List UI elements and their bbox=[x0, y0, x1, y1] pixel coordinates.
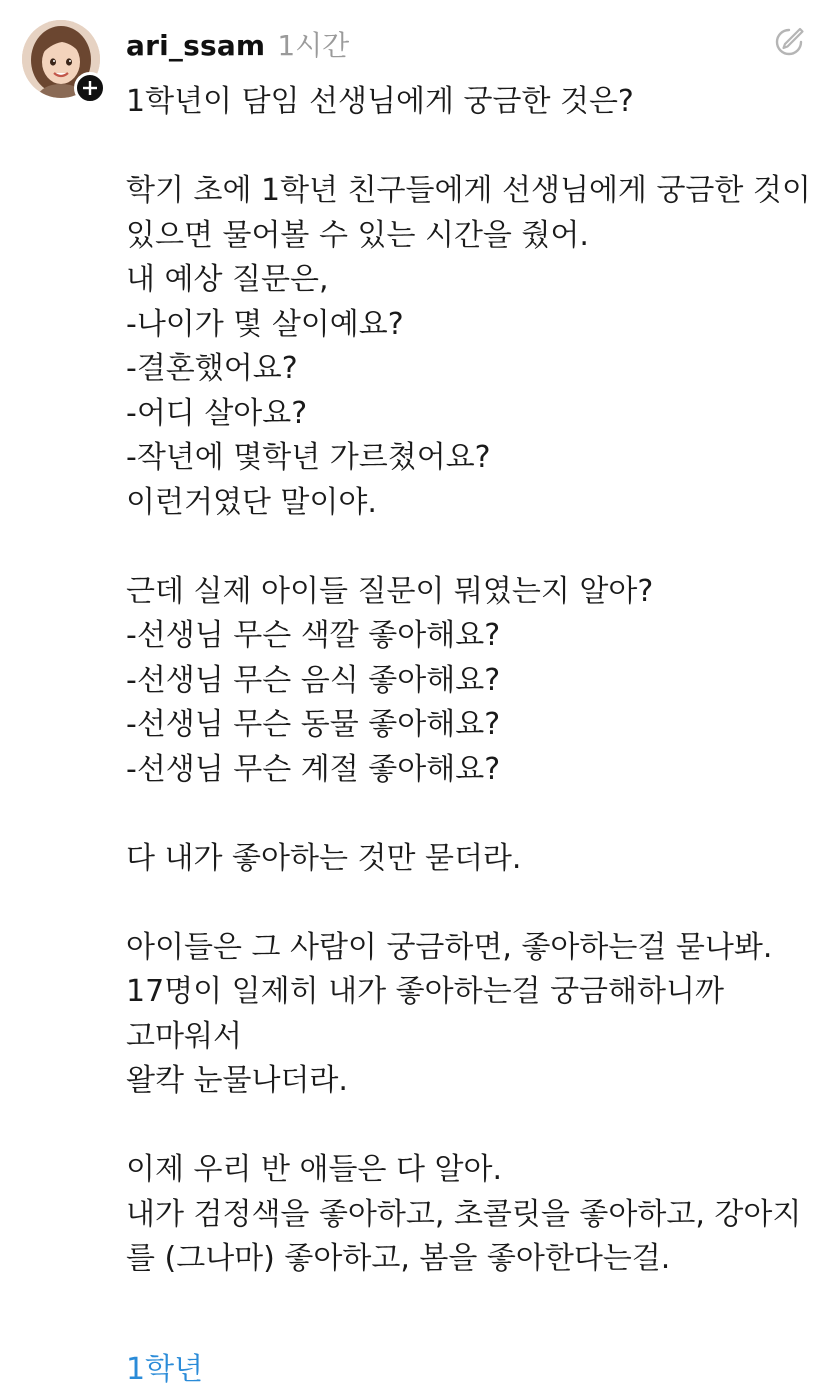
post-text-line: -선생님 무슨 동물 좋아해요? bbox=[126, 707, 501, 742]
post-text-line: -작년에 몇학년 가르쳤어요? bbox=[126, 440, 491, 475]
username[interactable]: ari_ssam bbox=[126, 29, 266, 62]
post-text-line: 학기 초에 1학년 친구들에게 선생님에게 궁금한 것이 bbox=[126, 173, 811, 208]
topic-tag[interactable]: 1학년 bbox=[126, 1352, 204, 1387]
post-text-line: 를 (그나마) 좋아하고, 봄을 좋아한다는걸. bbox=[126, 1241, 671, 1276]
post-text-line: -나이가 몇 살이예요? bbox=[126, 306, 404, 342]
post-header bbox=[126, 24, 349, 64]
post-text-line: 이제 우리 반 애들은 다 알아. bbox=[126, 1152, 502, 1187]
edit-pencil-icon[interactable] bbox=[771, 24, 807, 60]
post-text-line: -결혼했어요? bbox=[126, 351, 298, 386]
post-text-line: 아이들은 그 사람이 궁금하면, 좋아하는걸 묻나봐. bbox=[126, 929, 773, 965]
post-text-line: 이런거였단 말이야. bbox=[126, 484, 377, 520]
post-text-line: -어디 살아요? bbox=[126, 395, 308, 431]
post-text-line: 근데 실제 아이들 질문이 뭐였는지 알아? bbox=[126, 573, 654, 609]
blank-line bbox=[126, 881, 826, 926]
post-text-line: 고마워서 bbox=[126, 1018, 242, 1054]
avatar[interactable] bbox=[22, 20, 100, 98]
post-body bbox=[126, 80, 826, 1282]
blank-line bbox=[126, 525, 826, 570]
post-text-line: -선생님 무슨 음식 좋아해요? bbox=[126, 662, 501, 698]
post-text-line: 내 예상 질문은, bbox=[126, 262, 329, 297]
blank-line bbox=[126, 125, 826, 170]
post-text-line: 17명이 일제히 내가 좋아하는걸 궁금해하니까 bbox=[126, 974, 724, 1009]
post-text-line: 있으면 물어볼 수 있는 시간을 줬어. bbox=[126, 217, 589, 253]
follow-button[interactable] bbox=[74, 72, 106, 104]
post-text-line: 다 내가 좋아하는 것만 묻더라. bbox=[126, 840, 522, 876]
blank-line bbox=[126, 1104, 826, 1149]
timestamp: 1시간 bbox=[277, 29, 350, 62]
post-text-line: -선생님 무슨 계절 좋아해요? bbox=[126, 751, 501, 787]
post-text-line: 왈칵 눈물나더라. bbox=[126, 1063, 348, 1098]
post-text-line: 1학년이 담임 선생님에게 궁금한 것은? bbox=[126, 84, 634, 119]
post-text-line: 내가 검정색을 좋아하고, 초콜릿을 좋아하고, 강아지 bbox=[126, 1196, 802, 1232]
plus-icon bbox=[82, 80, 98, 96]
blank-line bbox=[126, 792, 826, 837]
post-text-line: -선생님 무슨 색깔 좋아해요? bbox=[126, 618, 501, 653]
